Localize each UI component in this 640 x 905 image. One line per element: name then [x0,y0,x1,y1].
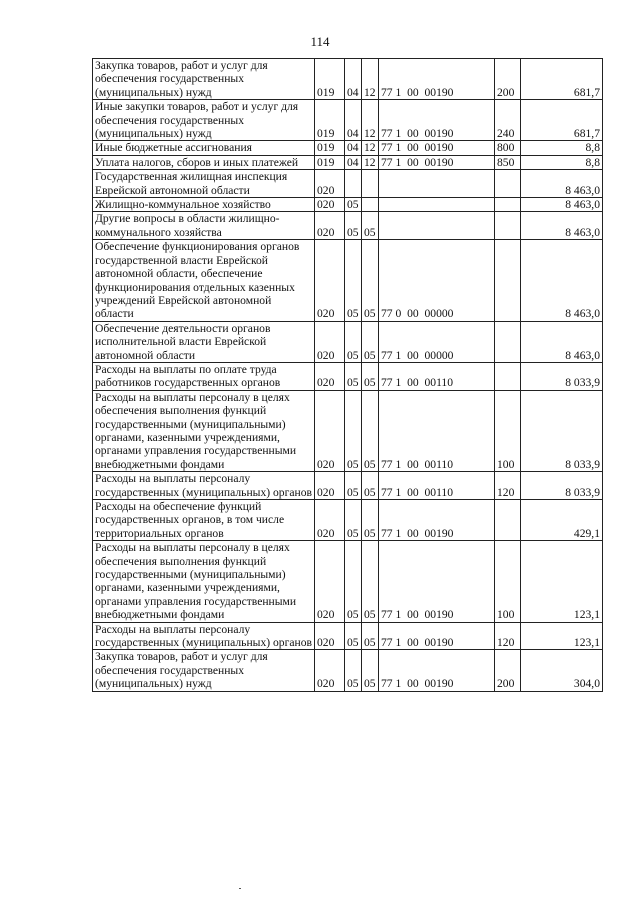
expense-name: Расходы на выплаты персоналу в целях обеспечения выполнения функций государственными (муниципальными) органами, казенными учреждениями, органами управления государственными внебюджетными фондами [93,541,315,622]
section-code [345,170,362,198]
subsection-code: 12 [362,100,379,141]
section-code: 05 [345,321,362,362]
expense-type-code [495,321,521,362]
ministry-code: 019 [315,141,345,155]
page-number: 114 [310,34,330,49]
ministry-code: 020 [315,650,345,691]
table-row [93,472,603,500]
expense-type-code: 100 [495,541,521,622]
section-code: 05 [345,622,362,650]
table-row [93,155,603,169]
expense-name: Расходы на выплаты персоналу в целях обеспечения выполнения функций государственными (муниципальными) органами, казенными учреждениями, органами управления государственными внебюджетными фондами [93,390,315,471]
expense-type-code: 800 [495,141,521,155]
table-row [93,198,603,212]
expense-type-code: 120 [495,622,521,650]
expense-name: Уплата налогов, сборов и иных платежей [93,155,315,169]
table-row [93,390,603,471]
section-code: 05 [345,240,362,321]
amount: 8 033,9 [521,390,603,471]
ministry-code: 020 [315,500,345,541]
expense-type-code [495,212,521,240]
amount: 429,1 [521,500,603,541]
expense-name: Расходы на выплаты персоналу государственных (муниципальных) органов [93,622,315,650]
budget-table [92,58,603,692]
table-row [93,650,603,691]
ministry-code: 020 [315,362,345,390]
target-article-code: 77 1 00 00110 [379,362,495,390]
table-row [93,141,603,155]
amount: 123,1 [521,541,603,622]
expense-name: Обеспечение функционирования органов государственной власти Еврейской автономной области, обеспечение функционирования отдельных казенных учреждений Еврейской автономной области [93,240,315,321]
section-code: 04 [345,141,362,155]
ministry-code: 020 [315,541,345,622]
table-row [93,362,603,390]
amount: 8 463,0 [521,198,603,212]
subsection-code: 05 [362,541,379,622]
table-row [93,321,603,362]
ministry-code: 019 [315,155,345,169]
expense-name: Закупка товаров, работ и услуг для обеспечения государственных (муниципальных) нужд [93,650,315,691]
ministry-code: 020 [315,390,345,471]
subsection-code [362,170,379,198]
amount: 681,7 [521,59,603,100]
table-row [93,622,603,650]
section-code: 05 [345,541,362,622]
section-code: 05 [345,650,362,691]
subsection-code: 12 [362,59,379,100]
subsection-code: 05 [362,472,379,500]
amount: 123,1 [521,622,603,650]
target-article-code: 77 1 00 00190 [379,541,495,622]
ministry-code: 019 [315,100,345,141]
subsection-code: 05 [362,362,379,390]
ministry-code: 020 [315,622,345,650]
amount: 681,7 [521,100,603,141]
subsection-code: 05 [362,390,379,471]
target-article-code: 77 1 00 00110 [379,472,495,500]
expense-name: Расходы на выплаты по оплате труда работников государственных органов [93,362,315,390]
expense-type-code: 240 [495,100,521,141]
subsection-code: 05 [362,622,379,650]
subsection-code: 05 [362,500,379,541]
expense-type-code [495,240,521,321]
subsection-code: 12 [362,141,379,155]
section-code: 05 [345,212,362,240]
expense-type-code: 850 [495,155,521,169]
amount: 8 463,0 [521,170,603,198]
target-article-code [379,212,495,240]
expense-name: Иные бюджетные ассигнования [93,141,315,155]
subsection-code: 05 [362,321,379,362]
amount: 8 463,0 [521,321,603,362]
ministry-code: 020 [315,472,345,500]
section-code: 05 [345,472,362,500]
section-code: 05 [345,390,362,471]
expense-name: Государственная жилищная инспекция Еврейской автономной области [93,170,315,198]
ministry-code: 020 [315,212,345,240]
target-article-code: 77 1 00 00190 [379,500,495,541]
expense-type-code [495,362,521,390]
subsection-code: 05 [362,212,379,240]
expense-type-code: 200 [495,650,521,691]
subsection-code [362,198,379,212]
expense-type-code [495,170,521,198]
subsection-code: 05 [362,240,379,321]
expense-type-code [495,198,521,212]
expense-type-code [495,500,521,541]
table-row [93,59,603,100]
subsection-code: 05 [362,650,379,691]
section-code: 04 [345,155,362,169]
table-row [93,500,603,541]
section-code: 04 [345,59,362,100]
target-article-code: 77 1 00 00190 [379,100,495,141]
subsection-code: 12 [362,155,379,169]
target-article-code: 77 1 00 00190 [379,141,495,155]
amount: 304,0 [521,650,603,691]
target-article-code: 77 0 00 00000 [379,240,495,321]
scan-dot [239,888,241,889]
ministry-code: 019 [315,59,345,100]
expense-name: Закупка товаров, работ и услуг для обеспечения государственных (муниципальных) нужд [93,59,315,100]
expense-name: Другие вопросы в области жилищно-коммунального хозяйства [93,212,315,240]
expense-name: Жилищно-коммунальное хозяйство [93,198,315,212]
expense-name: Расходы на выплаты персоналу государственных (муниципальных) органов [93,472,315,500]
table-row [93,170,603,198]
amount: 8 033,9 [521,472,603,500]
expense-name: Иные закупки товаров, работ и услуг для обеспечения государственных (муниципальных) нужд [93,100,315,141]
target-article-code [379,198,495,212]
amount: 8,8 [521,155,603,169]
table-row [93,541,603,622]
section-code: 04 [345,100,362,141]
target-article-code: 77 1 00 00190 [379,59,495,100]
table-row [93,100,603,141]
ministry-code: 020 [315,170,345,198]
section-code: 05 [345,198,362,212]
amount: 8 463,0 [521,240,603,321]
section-code: 05 [345,500,362,541]
amount: 8,8 [521,141,603,155]
ministry-code: 020 [315,240,345,321]
ministry-code: 020 [315,198,345,212]
target-article-code: 77 1 00 00190 [379,650,495,691]
target-article-code [379,170,495,198]
section-code: 05 [345,362,362,390]
ministry-code: 020 [315,321,345,362]
target-article-code: 77 1 00 00190 [379,155,495,169]
target-article-code: 77 1 00 00000 [379,321,495,362]
table-row [93,240,603,321]
target-article-code: 77 1 00 00190 [379,622,495,650]
amount: 8 033,9 [521,362,603,390]
expense-type-code: 120 [495,472,521,500]
target-article-code: 77 1 00 00110 [379,390,495,471]
expense-type-code: 100 [495,390,521,471]
expense-name: Обеспечение деятельности органов исполнительной власти Еврейской автономной области [93,321,315,362]
table-row [93,212,603,240]
amount: 8 463,0 [521,212,603,240]
expense-name: Расходы на обеспечение функций государственных органов, в том числе территориальных органов [93,500,315,541]
expense-type-code: 200 [495,59,521,100]
